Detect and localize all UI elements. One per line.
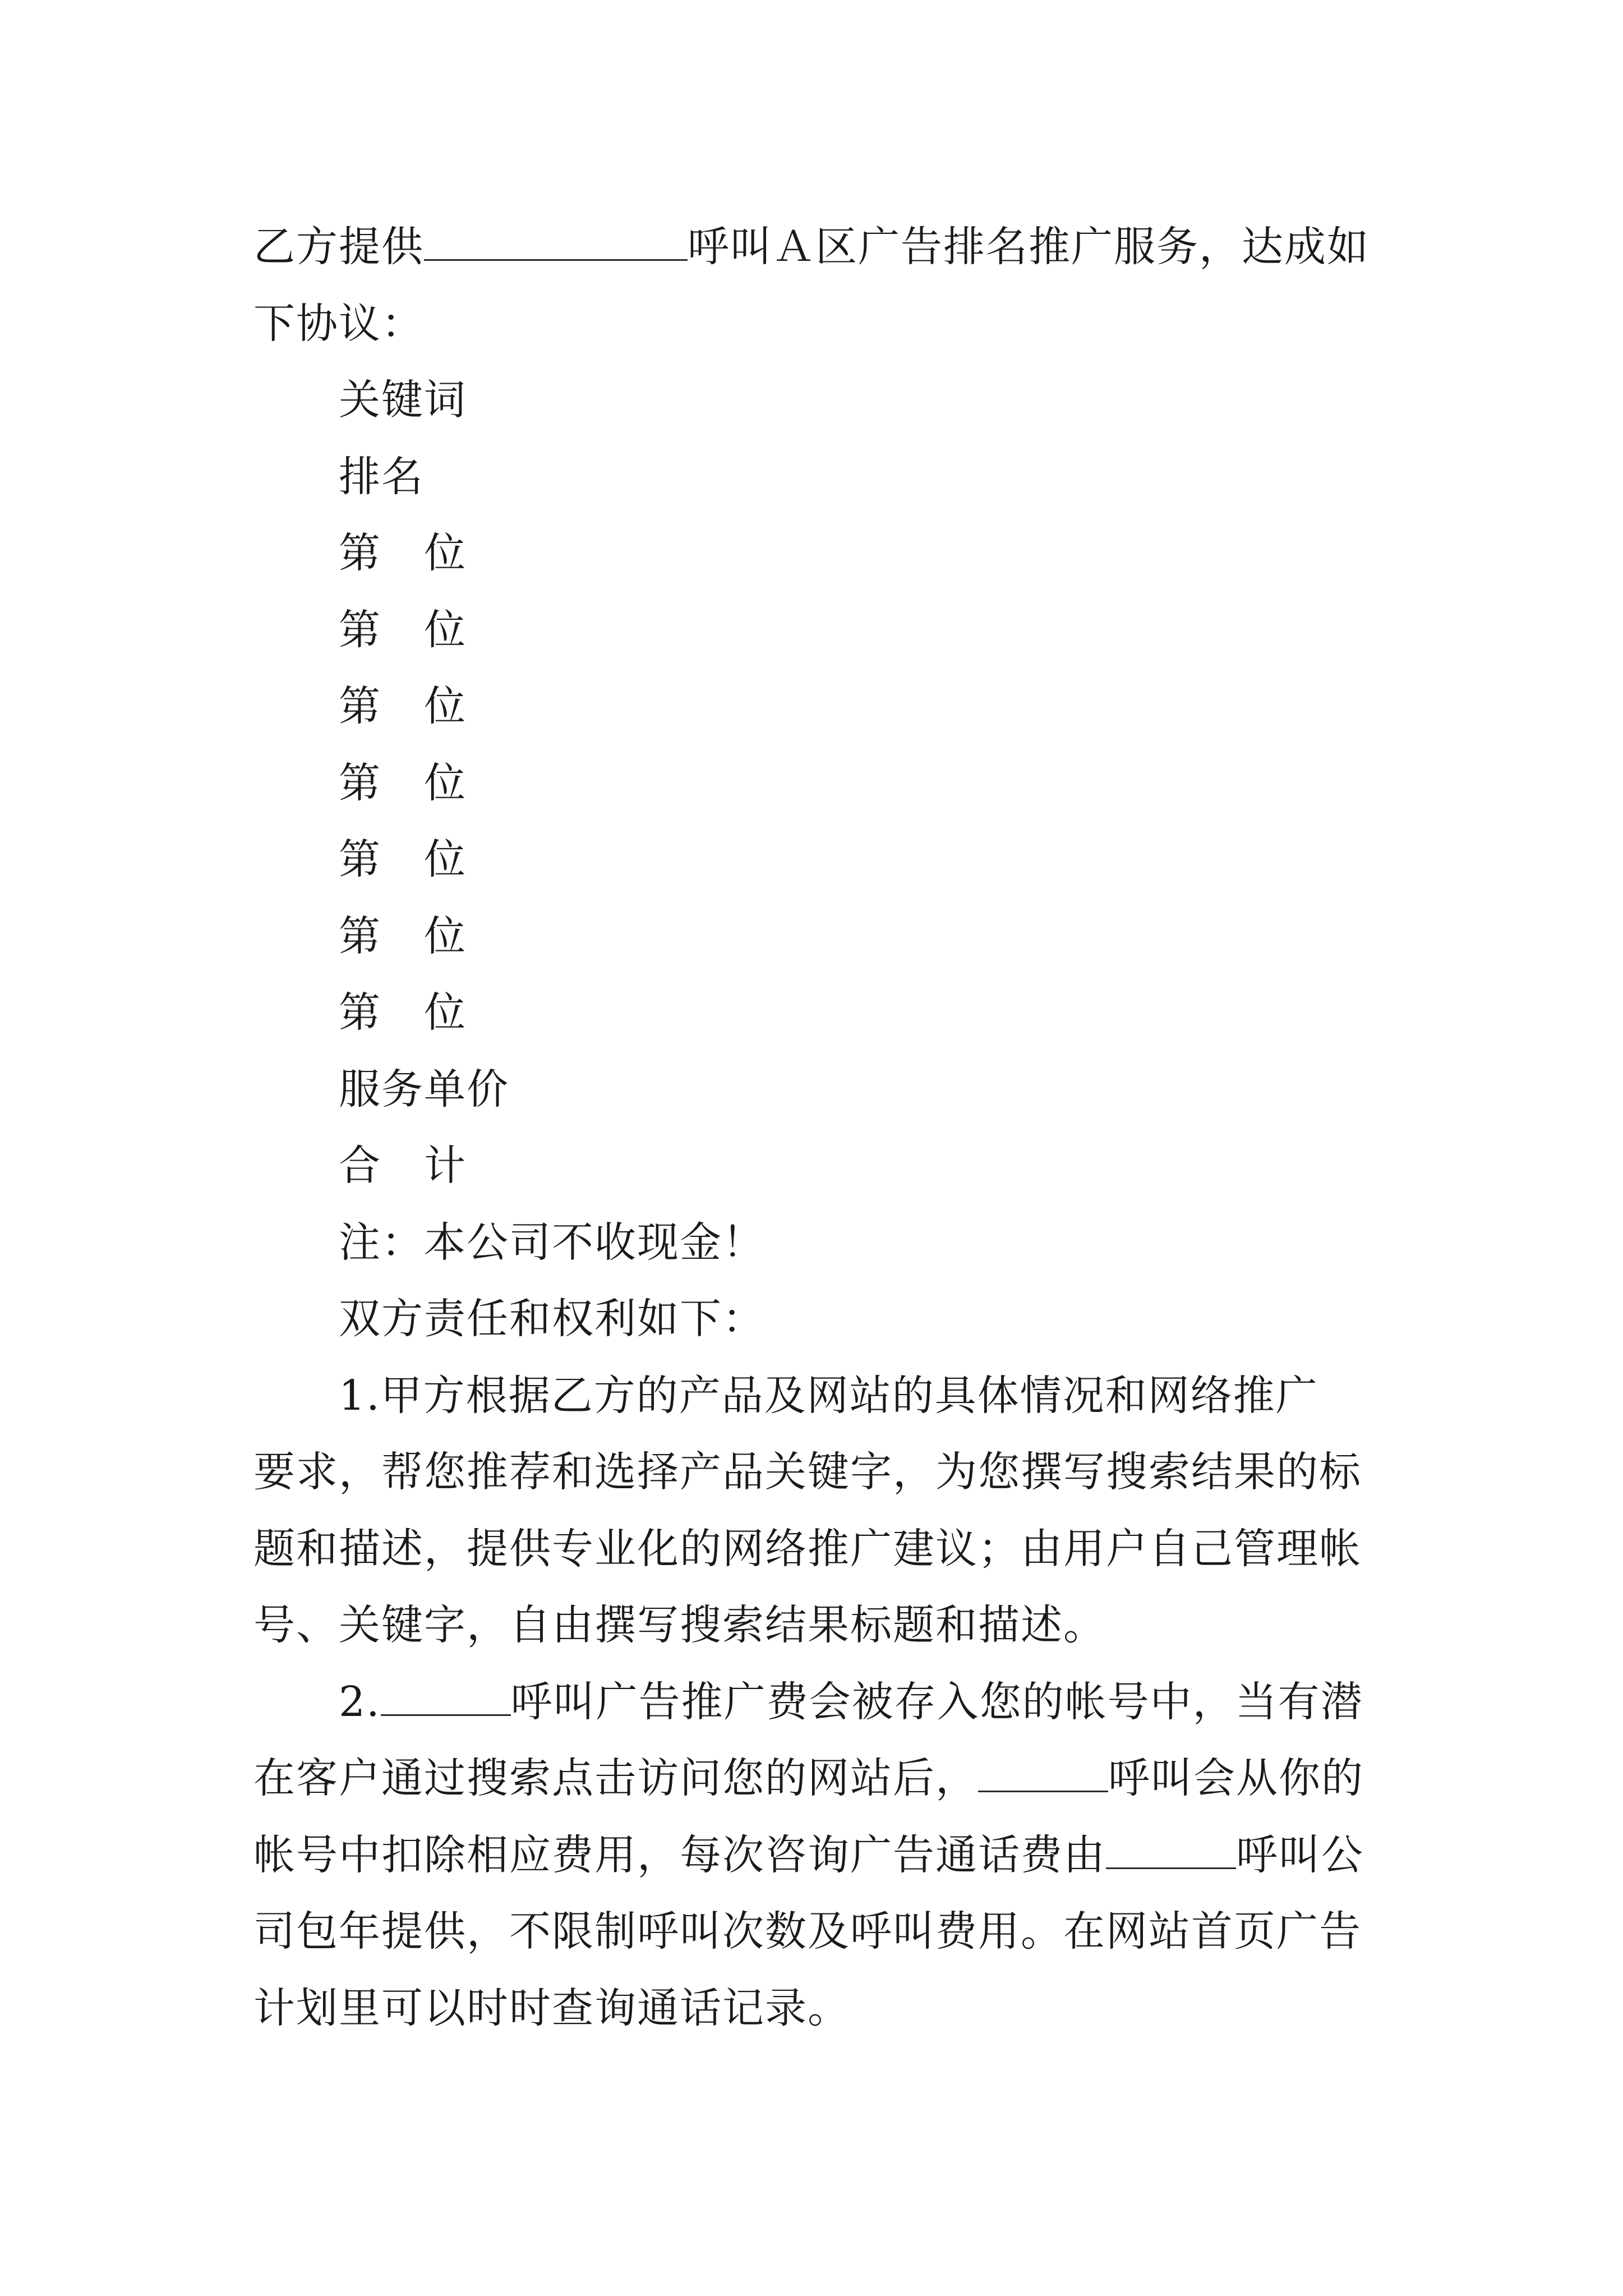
paragraph-line: 题和描述，提供专业化的网络推广建议；由用户自己管理帐 <box>253 1525 1362 1573</box>
paragraph-line: 计划里可以时时查询通话记录。 <box>253 1984 850 2032</box>
blank-field <box>1106 1828 1236 1869</box>
paragraph-line: 要求，帮您推荐和选择产品关键字，为您撰写搜索结果的标 <box>253 1448 1362 1496</box>
paragraph-line <box>339 1671 1398 1733</box>
blank-field <box>424 220 688 261</box>
blank-field <box>978 1751 1108 1792</box>
list-item: 合 计 <box>339 1142 467 1190</box>
list-item: 第 位 <box>339 682 467 730</box>
blank-field <box>381 1675 511 1716</box>
list-item: 关键词 <box>339 376 467 424</box>
text-segment: 2. <box>339 1678 381 1726</box>
list-item: 第 位 <box>339 835 467 884</box>
note-text: 注：本公司不收现金！ <box>339 1218 765 1267</box>
list-item: 服务单价 <box>339 1065 509 1114</box>
section-heading: 双方责任和权利如下： <box>339 1295 765 1343</box>
text-segment: 在客户通过搜索点击访问您的网站后， <box>253 1754 978 1802</box>
list-item: 排名 <box>339 453 424 501</box>
list-item: 第 位 <box>339 759 467 807</box>
paragraph-line: 号、关键字，自由撰写搜索结果标题和描述。 <box>253 1601 1106 1649</box>
list-item: 第 位 <box>339 529 467 577</box>
text-segment: 呼叫会从你的 <box>1108 1754 1364 1802</box>
list-item: 第 位 <box>339 988 467 1037</box>
text-segment: 呼叫Ａ区广告排名推广服务，达成如 <box>688 223 1370 271</box>
paragraph-line: 1.甲方根据乙方的产品及网站的具体情况和网络推广 <box>339 1372 1318 1420</box>
list-item: 第 位 <box>339 606 467 654</box>
paragraph-line <box>253 216 1398 278</box>
paragraph-line <box>253 1824 1398 1886</box>
text-segment: 乙方提供 <box>253 223 424 271</box>
paragraph-line: 下协议： <box>253 300 424 348</box>
text-segment: 呼叫广告推广费会被存入您的帐号中，当有潜 <box>510 1678 1363 1726</box>
paragraph-line: 司包年提供，不限制呼叫次数及呼叫费用。在网站首页广告 <box>253 1907 1362 1955</box>
paragraph-line <box>253 1747 1398 1809</box>
list-item: 第 位 <box>339 912 467 960</box>
text-segment: 帐号中扣除相应费用，每次咨询广告通话费由 <box>253 1831 1106 1879</box>
text-segment: 呼叫公 <box>1236 1831 1364 1879</box>
